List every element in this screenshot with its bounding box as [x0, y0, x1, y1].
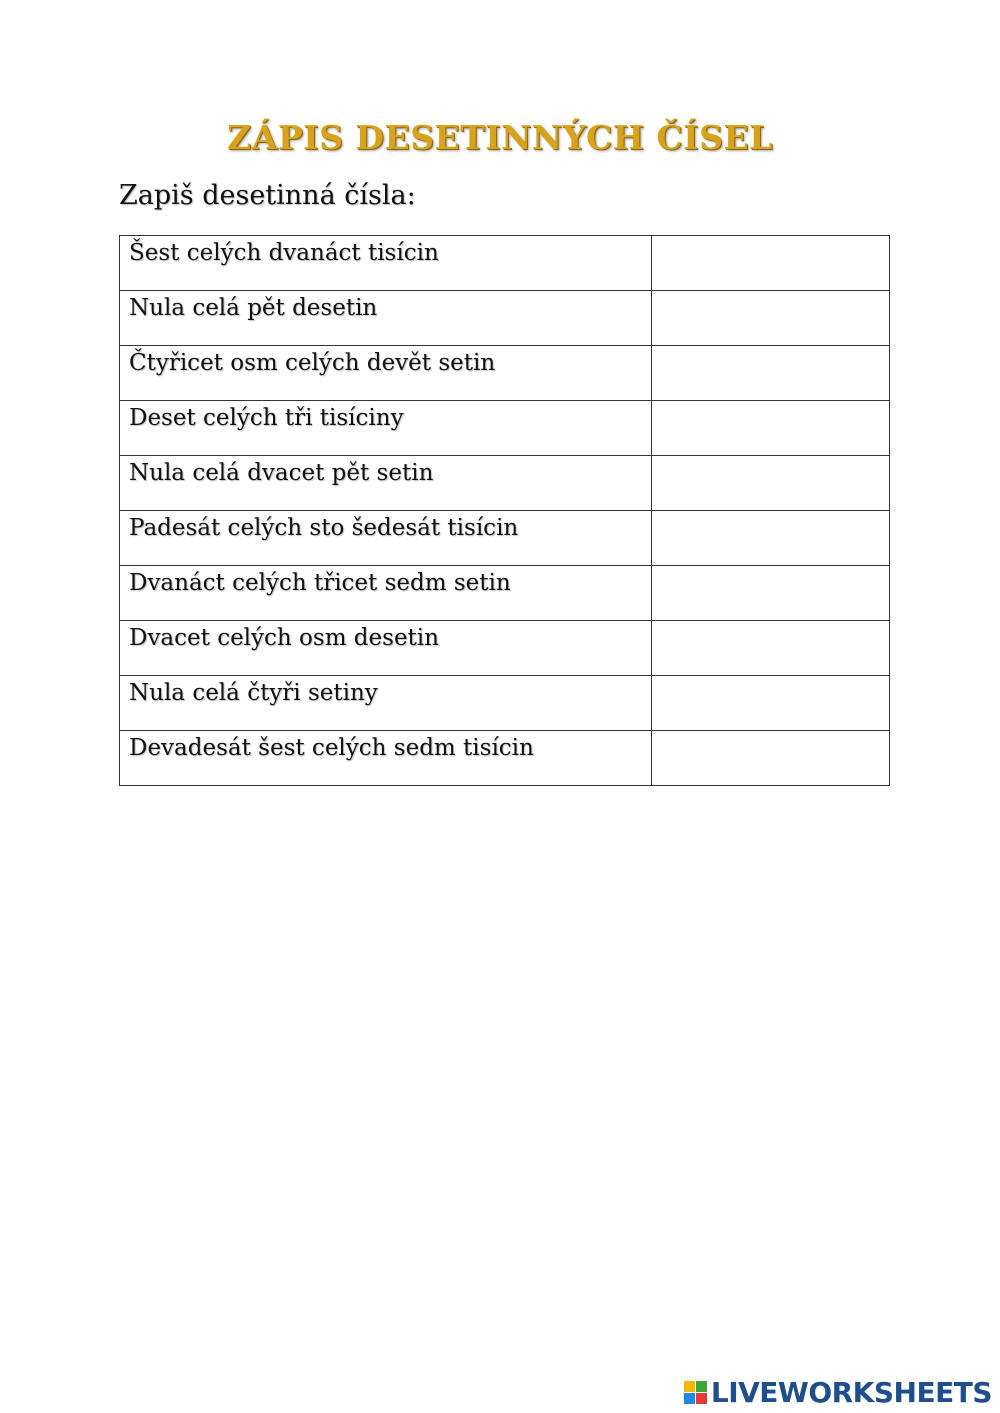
logo-blocks-icon	[684, 1381, 707, 1404]
number-words-cell: Nula celá pět desetin	[120, 291, 652, 346]
table-row	[120, 456, 890, 511]
number-words-cell: Čtyřicet osm celých devět setin	[120, 346, 652, 401]
table-row	[120, 291, 890, 346]
answer-cell[interactable]	[652, 401, 890, 456]
table-row	[120, 566, 890, 621]
table-row	[120, 676, 890, 731]
number-words-cell: Dvanáct celých třicet sedm setin	[120, 566, 652, 621]
number-words-cell: Devadesát šest celých sedm tisícin	[120, 731, 652, 786]
liveworksheets-logo	[684, 1376, 992, 1409]
answer-cell[interactable]	[652, 731, 890, 786]
table-row	[120, 621, 890, 676]
answer-cell[interactable]	[652, 566, 890, 621]
table-row	[120, 731, 890, 786]
number-words-cell: Dvacet celých osm desetin	[120, 621, 652, 676]
exercise-table	[119, 235, 890, 786]
answer-cell[interactable]	[652, 346, 890, 401]
instruction-text: Zapiš desetinná čísla:	[119, 180, 416, 211]
number-words-cell: Padesát celých sto šedesát tisícin	[120, 511, 652, 566]
table-row	[120, 346, 890, 401]
answer-cell[interactable]	[652, 236, 890, 291]
number-words-cell: Nula celá čtyři setiny	[120, 676, 652, 731]
number-words-cell: Šest celých dvanáct tisícin	[120, 236, 652, 291]
logo-block	[696, 1381, 707, 1392]
answer-cell[interactable]	[652, 676, 890, 731]
table-row	[120, 236, 890, 291]
logo-block	[696, 1393, 707, 1404]
answer-cell[interactable]	[652, 511, 890, 566]
answer-cell[interactable]	[652, 621, 890, 676]
table-row	[120, 401, 890, 456]
brand-name: LIVEWORKSHEETS	[710, 1376, 992, 1409]
table-row	[120, 511, 890, 566]
page-title: ZÁPIS DESETINNÝCH ČÍSEL	[227, 118, 773, 157]
answer-cell[interactable]	[652, 456, 890, 511]
number-words-cell: Nula celá dvacet pět setin	[120, 456, 652, 511]
logo-block	[684, 1381, 695, 1392]
number-words-cell: Deset celých tři tisíciny	[120, 401, 652, 456]
answer-cell[interactable]	[652, 291, 890, 346]
logo-block	[684, 1393, 695, 1404]
